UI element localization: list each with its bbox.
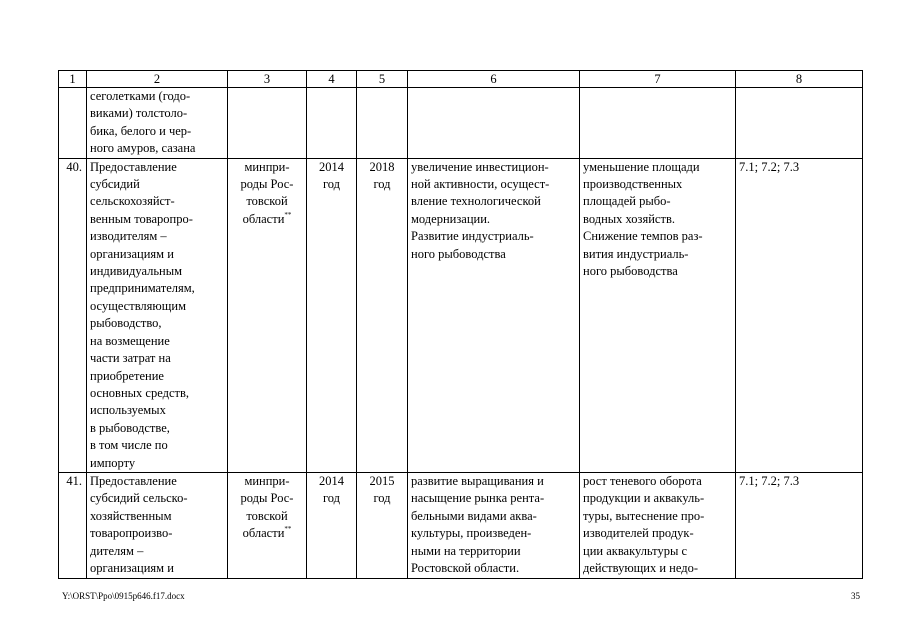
measure-name-line: предпринимателям, [90,281,195,296]
measure-name-line: рыбоводство, [90,316,162,331]
consequence-line: площадей рыбо- [583,194,671,209]
row-number [59,88,87,159]
start-year: 2014 [319,473,344,488]
executor-line [231,211,303,228]
header-cell-1: 1 [59,71,87,88]
consequence-line: продукции и аквакуль- [583,491,705,506]
header-cell-7: 7 [580,71,736,88]
measure-name-line: ного амуров, сазана [90,141,196,156]
row-number: 41. [59,472,87,578]
row-number: 40. [59,158,87,472]
measure-name [87,158,228,472]
result-line: модернизации. [411,211,491,226]
end-year: 2018 [369,159,395,174]
executor [228,88,307,159]
measure-name-line: индивидуальным [90,264,183,279]
measure-name-line: венным товаропро- [90,211,193,226]
expected-result [408,472,580,578]
executor-line: роды Рос- [240,177,294,192]
measure-name-line: организациям и [90,560,174,575]
expected-result [408,88,580,159]
consequence-line: действующих и недо- [583,560,699,575]
file-path: Y:\ORST\Ppo\0915p646.f17.docx [62,591,185,601]
executor [228,472,307,578]
table-row [59,472,863,578]
expected-result [408,158,580,472]
result-line: Развитие индустриаль- [411,229,534,244]
table-row [59,88,863,159]
measure-name-line: приобретение [90,368,164,383]
end-unit: год [373,177,391,192]
start-date [307,88,357,159]
measure-name-line: сеголетками (годо- [90,89,191,103]
measure-name-line: на возмещение [90,333,170,348]
consequence-line: вития индустриаль- [583,246,689,261]
consequence-line: туры, вытеснение про- [583,508,705,523]
measure-name-line: дителям – [90,543,144,558]
measure-name-line: импорту [90,455,136,470]
consequence-line: изводителей продук- [583,526,694,541]
measure-name-line: товаропроизво- [90,526,173,541]
measure-name-line: в рыбоводстве, [90,420,170,435]
result-line: ными на территории [411,543,521,558]
header-cell-6: 6 [408,71,580,88]
end-year: 2015 [369,473,395,488]
executor [228,158,307,472]
executor-line: товской [246,508,288,523]
measure-name-line: организациям и [90,246,174,261]
executor-line [231,525,303,542]
measure-name-line: осуществляющим [90,298,186,313]
indicators [736,88,863,159]
header-cell-4: 4 [307,71,357,88]
consequences [580,88,736,159]
executor-line: минпри- [244,473,290,488]
measure-name-line: виками) толстоло- [90,106,188,121]
start-unit: год [322,491,341,506]
result-line: развитие выращивания и [411,473,544,488]
executor-line: минпри- [244,159,290,174]
consequences [580,158,736,472]
executor-text: области [242,211,285,226]
measure-name-line: используемых [90,403,166,418]
measure-name-line: Предоставление [90,473,177,488]
consequence-line: ции аквакультуры с [583,543,688,558]
consequence-line: водных хозяйств. [583,211,675,226]
executor-line: товской [246,194,288,209]
result-line: увеличение инвестицион- [411,159,549,174]
measure-name-line: хозяйственным [90,508,172,523]
header-row [59,71,863,88]
indicators: 7.1; 7.2; 7.3 [736,472,863,578]
header-cell-8: 8 [736,71,863,88]
consequence-line: рост теневого оборота [583,473,702,488]
consequence-line: производственных [583,177,683,192]
start-date [307,472,357,578]
header-cell-3: 3 [228,71,307,88]
result-line: культуры, произведен- [411,526,532,541]
measures-table [58,70,863,579]
consequences [580,472,736,578]
footnote-mark: ** [284,525,292,534]
consequence-line: уменьшение площади [583,159,700,174]
result-line: бельными видами аква- [411,508,537,523]
measure-name-line: бика, белого и чер- [90,123,192,138]
consequence-line: ного рыбоводства [583,264,678,279]
executor-line: роды Рос- [240,491,294,506]
result-line: Ростовской области. [411,560,520,575]
measure-name-line: субсидий [90,177,140,192]
measure-name-line: в том числе по [90,438,168,453]
measure-name [87,88,228,159]
result-line: вление технологической [411,194,541,209]
measure-name-line: Предоставление [90,159,177,174]
end-date [357,88,408,159]
header-cell-5: 5 [357,71,408,88]
result-line: ного рыбоводства [411,246,506,261]
start-date [307,158,357,472]
result-line: насыщение рынка рента- [411,491,545,506]
result-line: ной активности, осущест- [411,177,550,192]
end-date [357,472,408,578]
start-year: 2014 [319,159,344,174]
page-number: 35 [851,591,860,601]
footnote-mark: ** [284,210,292,219]
measure-name [87,472,228,578]
executor-text: области [242,526,285,541]
end-unit: год [373,491,391,506]
end-date [357,158,408,472]
measure-name-line: основных средств, [90,385,189,400]
measure-name-line: изводителям – [90,229,167,244]
measure-name-line: субсидий сельско- [90,491,188,506]
measure-name-line: сельскохозяйст- [90,194,175,209]
start-unit: год [322,177,341,192]
measure-name-line: части затрат на [90,351,171,366]
table-row [59,158,863,472]
indicators: 7.1; 7.2; 7.3 [736,158,863,472]
header-cell-2: 2 [87,71,228,88]
consequence-line: Снижение темпов раз- [583,229,703,244]
